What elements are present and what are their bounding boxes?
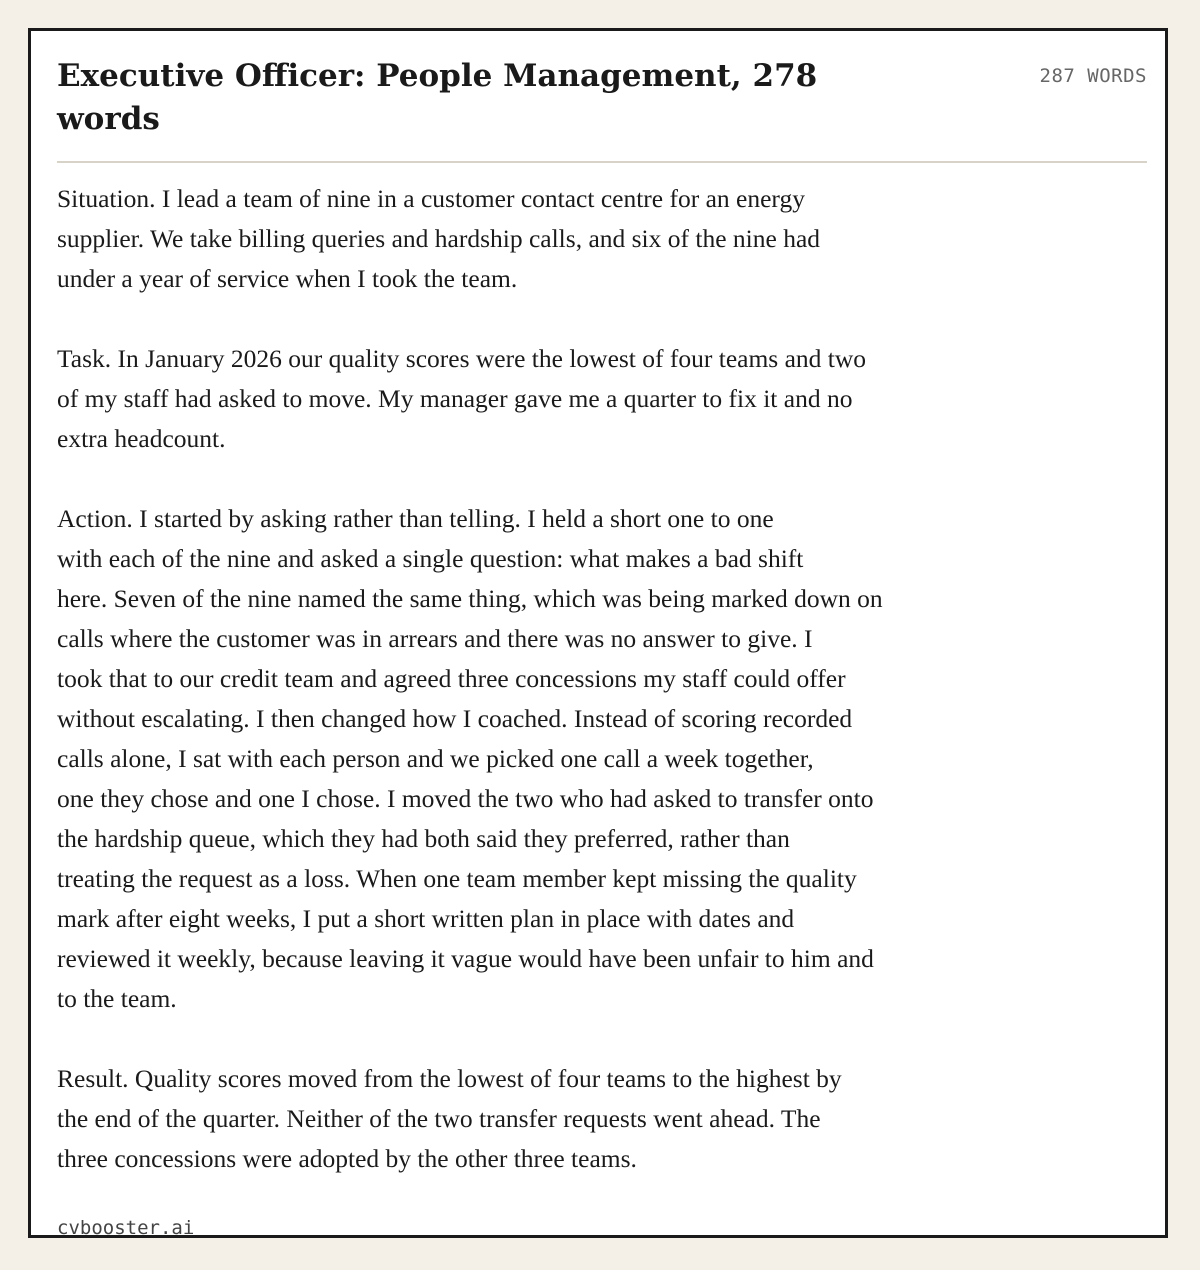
paragraph-situation: Situation. I lead a team of nine in a customer contact centre for an energy supplier. We take billing queries and hardship calls, and six of the nine had under a year of service when I took the team.: [57, 184, 821, 293]
paragraph-action: Action. I started by asking rather than telling. I held a short one to one with each of the nine and asked a single question: what makes a bad shift here. Seven of the nine named the same thing, which was being marked down on calls where the customer was in arrears and there was no answer to give. I took that to our credit team and agreed three concessions my staff could offer without escalating. I then changed how I coached. Instead of scoring recorded calls alone, I sat with each person and we picked one call a week together, one they chose and one I chose. I moved the two who had asked to transfer onto the hardship queue, which they had both said they preferred, rather than treating the request as a loss. When one team member kept missing the quality mark after eight weeks, I put a short written plan in place with dates and reviewed it weekly, because leaving it vague would have been unfair to him and to the team.: [57, 504, 883, 1013]
document-body: [57, 179, 1057, 1219]
document-card: [28, 28, 1168, 1238]
document-header: [57, 55, 1147, 141]
paragraph-task: Task. In January 2026 our quality scores were the lowest of four teams and two of my staff had asked to move. My manager gave me a quarter to fix it and no extra headcount.: [57, 344, 867, 453]
word-count-label: 287 WORDS: [1039, 65, 1147, 87]
document-title: Executive Officer: People Management, 278 words: [57, 58, 818, 137]
header-divider: [57, 161, 1147, 163]
footer-brand: cvbooster.ai: [57, 1217, 195, 1239]
paragraph-result: Result. Quality scores moved from the lowest of four teams to the highest by the end of the quarter. Neither of the two transfer requests went ahead. The three concessions were adopted by the other three teams.: [57, 1064, 842, 1173]
